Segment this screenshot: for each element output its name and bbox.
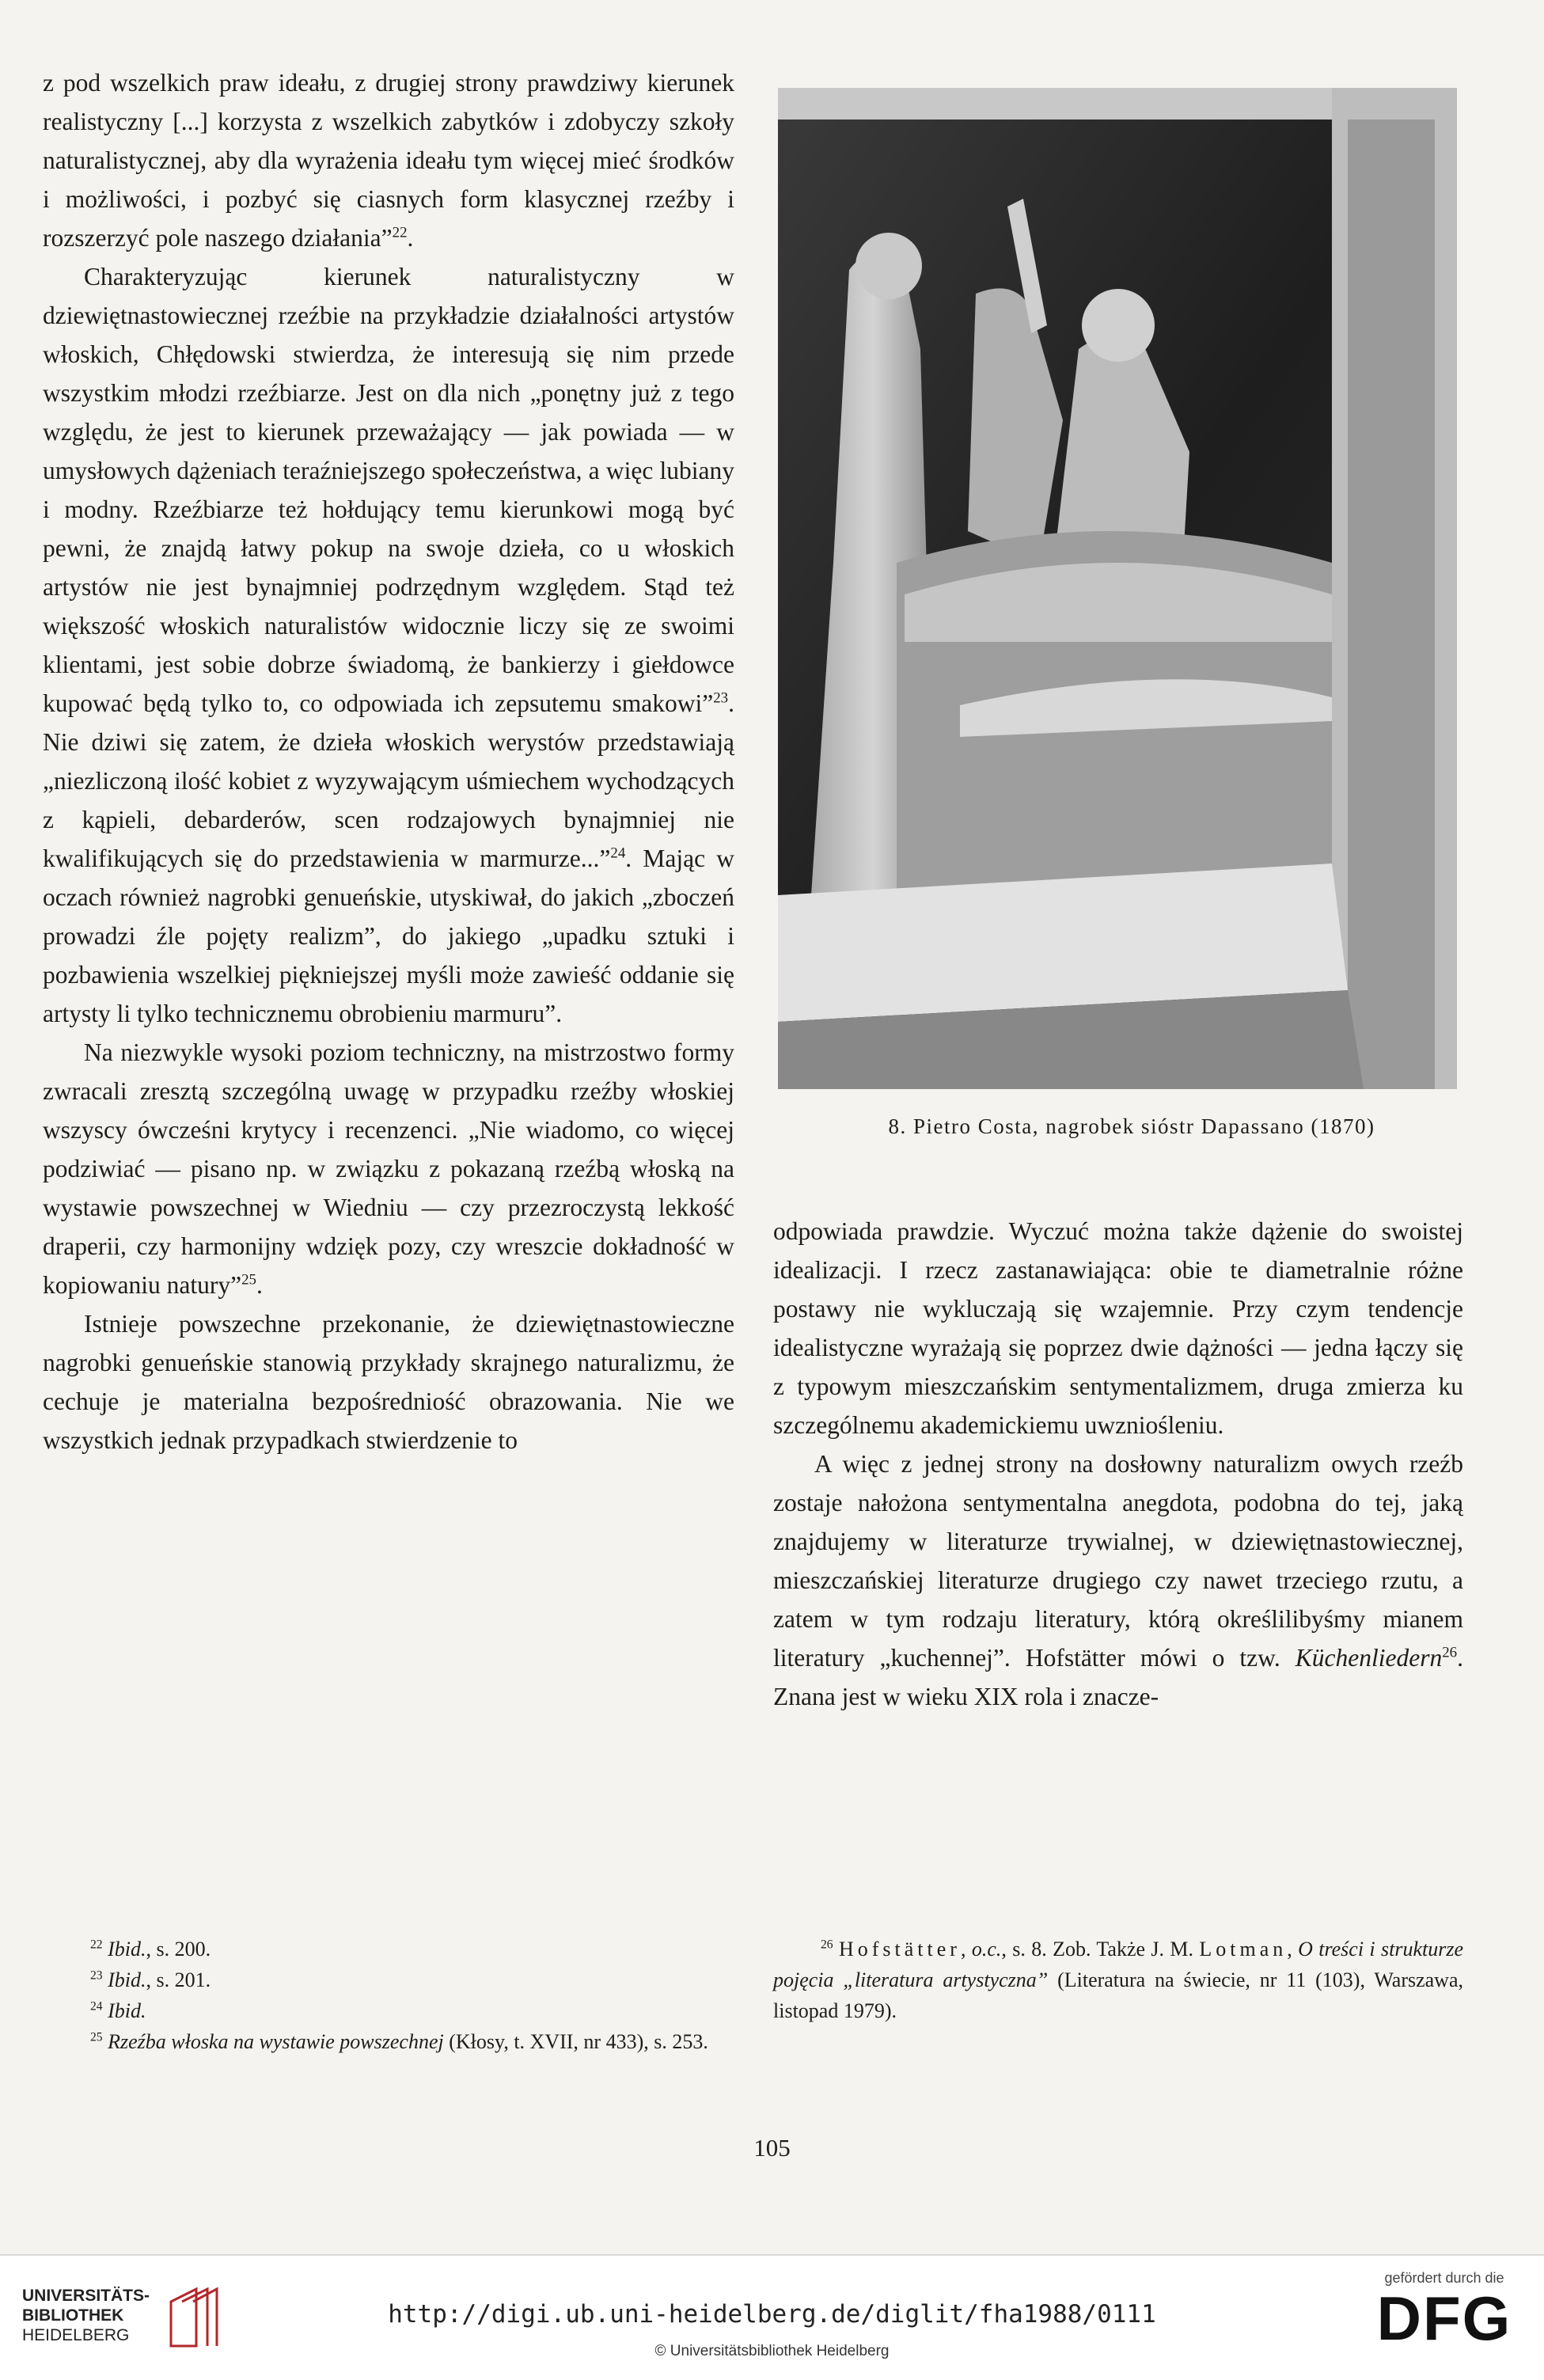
paragraph (43, 63, 734, 257)
paragraph-text: z pod wszelkich praw ideału, z drugiej strony prawdziwy kierunek realistyczny [...] korzysta z wszelkich zabytków i zdobyczy szkoły naturalistycznej, aby dla wyrażenia ideału tym więcej mieć środków i możliwości, i pozbyć się ciasnych form klasycznej rzeźby i rozszerzyć pole naszego działania” (43, 69, 734, 252)
copyright-notice: © Universitätsbibliothek Heidelberg (654, 2343, 890, 2359)
footnote (43, 1995, 734, 2026)
footnote-title: O treści i strukturze pojęcia „literatura artystyczna” (773, 1938, 1464, 1991)
footnote-ref[interactable]: 23 (713, 689, 729, 707)
footnote-text: (Literatura na świecie, nr 11 (103), Warszawa, listopad 1979). (773, 1968, 1463, 2022)
funded-by-label: gefördert durch die (1384, 2270, 1504, 2286)
footnote-ref[interactable]: 22 (392, 224, 408, 241)
footnote-text: , s. 8. Zob. Także J. M. (1001, 1938, 1200, 1961)
footnote-text: , s. 201. (146, 1968, 211, 1991)
left-text-column (43, 63, 734, 1460)
right-text-column (773, 1212, 1463, 1716)
footnotes-right (773, 1934, 1463, 2026)
footnote-text: , (1287, 1938, 1299, 1961)
footnote (43, 1934, 734, 1964)
library-name-line: BIBLIOTHEK (22, 2306, 124, 2325)
footnote-text: (Kłosy, t. XVII, nr 433), s. 253. (443, 2030, 708, 2053)
paragraph-text: A więc z jednej strony na dosłowny naturalizm owych rzeźb zostaje nałożona sentymentalna anegdota, podobna do tej, jaką znajdujemy w literaturze trywialnej, w dziewiętnastowiecznej, mieszczańskiej literaturze drugiego czy nawet trzeciego rzutu, a zatem w tym rodzaju literatury, którą określilibyśmy mianem literatury „kuchennej”. Hofstätter mówi o tzw. (773, 1450, 1463, 1672)
footnote-title: Rzeźba włoska na wystawie powszechnej (108, 2030, 444, 2053)
footnote-number: 25 (90, 2030, 103, 2044)
figure-caption: 8. Pietro Costa, nagrobek sióstr Dapassano (1870) (888, 1114, 1375, 1138)
paragraph-text: . (407, 224, 414, 252)
footnote (43, 2026, 734, 2057)
footnote-author: Hofstätter (838, 1938, 961, 1961)
document-url-link[interactable]: http://digi.ub.uni-heidelberg.de/diglit/fha1988/0111 (388, 2300, 1156, 2329)
footnote-ref[interactable]: 26 (1442, 1644, 1458, 1661)
paragraph-text: . Nie dziwi się zatem, że dzieła włoskich werystów przedstawiają „niezliczoną ilość kobiet z wyzywającym uśmiechem wychodzących z kąpieli, debarderów, scen rodzajowych bynajmniej nie kwalifikujących się do przedstawienia w marmurze...” (43, 689, 734, 872)
paragraph (773, 1212, 1463, 1444)
paragraph (43, 257, 734, 1033)
footnote-ref[interactable]: 25 (241, 1271, 256, 1289)
paragraph-text: . (256, 1271, 263, 1299)
paragraph (773, 1444, 1463, 1716)
paragraph-text: odpowiada prawdzie. Wyczuć można także dążenie do swoistej idealizacji. I rzecz zastanawiająca: obie te diametralnie różne postawy nie wykluczają się wzajemnie. Przy czym tendencje idealistyczne wyrażają się poprzez dwie dążności — jedna łączy się z typowym mieszczańskim sentymentalizmem, druga zmierza ku szczególnemu akademickiemu uwzniośleniu. (773, 1217, 1463, 1439)
footnote-text: o.c. (971, 1938, 1002, 1961)
tomb-sculpture-photo (778, 88, 1457, 1089)
footer-divider (0, 2254, 1544, 2256)
footnote-title: Ibid. (108, 1938, 146, 1961)
footnote-ref[interactable]: 24 (610, 845, 626, 862)
page-number: 105 (753, 2134, 791, 2162)
library-name-line: HEIDELBERG (22, 2326, 130, 2344)
footer (0, 2254, 1544, 2380)
footnote-number: 26 (821, 1938, 833, 1952)
paragraph-text: . Znana jest w wieku XIX rola i znacze- (773, 1644, 1463, 1710)
library-name-line: UNIVERSITÄTS- (22, 2287, 150, 2305)
footnotes-left (43, 1934, 734, 2057)
footnote (43, 1964, 734, 1995)
italic-term: Küchenliedern (1295, 1644, 1443, 1672)
paragraph (43, 1304, 734, 1460)
footnote-number: 22 (90, 1938, 103, 1952)
paragraph-text: Istnieje powszechne przekonanie, że dziewiętnastowieczne nagrobki genueńskie stanowią przykłady skrajnego naturalizmu, że cechuje je materialna bezpośredniość obrazowania. Nie we wszystkich jednak przypadkach stwierdzenie to (43, 1310, 734, 1454)
footnote-text: , (960, 1938, 972, 1961)
paragraph (43, 1033, 734, 1304)
footnote-number: 24 (90, 1999, 103, 2014)
footnote-number: 23 (90, 1968, 103, 1983)
paragraph-text: . Mając w oczach również nagrobki genueńskie, utyskiwał, do jakich „zboczeń prowadzi źle pojęty realizm”, do jakiego „upadku sztuki i pozbawienia wszelkiej piękniejszej myśli może zawieść oddanie się artysty li tylko technicznemu obrobieniu marmuru”. (43, 845, 734, 1027)
footnote-author: Lotman (1199, 1938, 1288, 1961)
footnote-title: Ibid. (108, 1999, 146, 2022)
dfg-logo[interactable] (1365, 2270, 1523, 2353)
footnote-text: , s. 200. (146, 1938, 211, 1961)
dfg-wordmark: DFG (1376, 2283, 1512, 2353)
sculpture-illustration (778, 88, 1457, 1089)
paragraph-text: Na niezwykle wysoki poziom techniczny, na mistrzostwo formy zwracali zresztą szczególną uwagę w przypadku rzeźby włoskiej wszyscy ówcześni krytycy i recenzenci. „Nie wiadomo, co więcej podziwiać — pisano np. w związku z pokazaną rzeźbą włoską na wystawie powszechnej w Wiedniu — czy przezroczystą lekkość draperii, czy harmonijny wdzięk pozy, czy wreszcie dokładność w kopiowaniu natury” (43, 1038, 734, 1299)
paragraph-text: Charakteryzując kierunek naturalistyczny w dziewiętnastowiecznej rzeźbie na przykładzie działalności artystów włoskich, Chłędowski stwierdza, że interesują się nim przede wszystkim młodzi rzeźbiarze. Jest on dla nich „ponętny już z tego względu, że jest to kierunek przeważający — jak powiada — w umysłowych dążeniach teraźniejszego społeczeństwa, a więc lubiany i modny. Rzeźbiarze też hołdujący temu kierunkowi mogą być pewni, że znajdą łatwy pokup na swoje dzieła, co u włoskich artystów nie jest bynajmniej podrzędnym względem. Stąd też większość włoskich naturalistów widocznie liczy się ze swoimi klientami, jest sobie dobrze świadomą, że bankierzy i giełdowce kupować będą tylko to, co odpowiada ich zepsutemu smakowi” (43, 263, 734, 717)
footnote (773, 1934, 1463, 2026)
footnote-title: Ibid. (108, 1968, 146, 1991)
